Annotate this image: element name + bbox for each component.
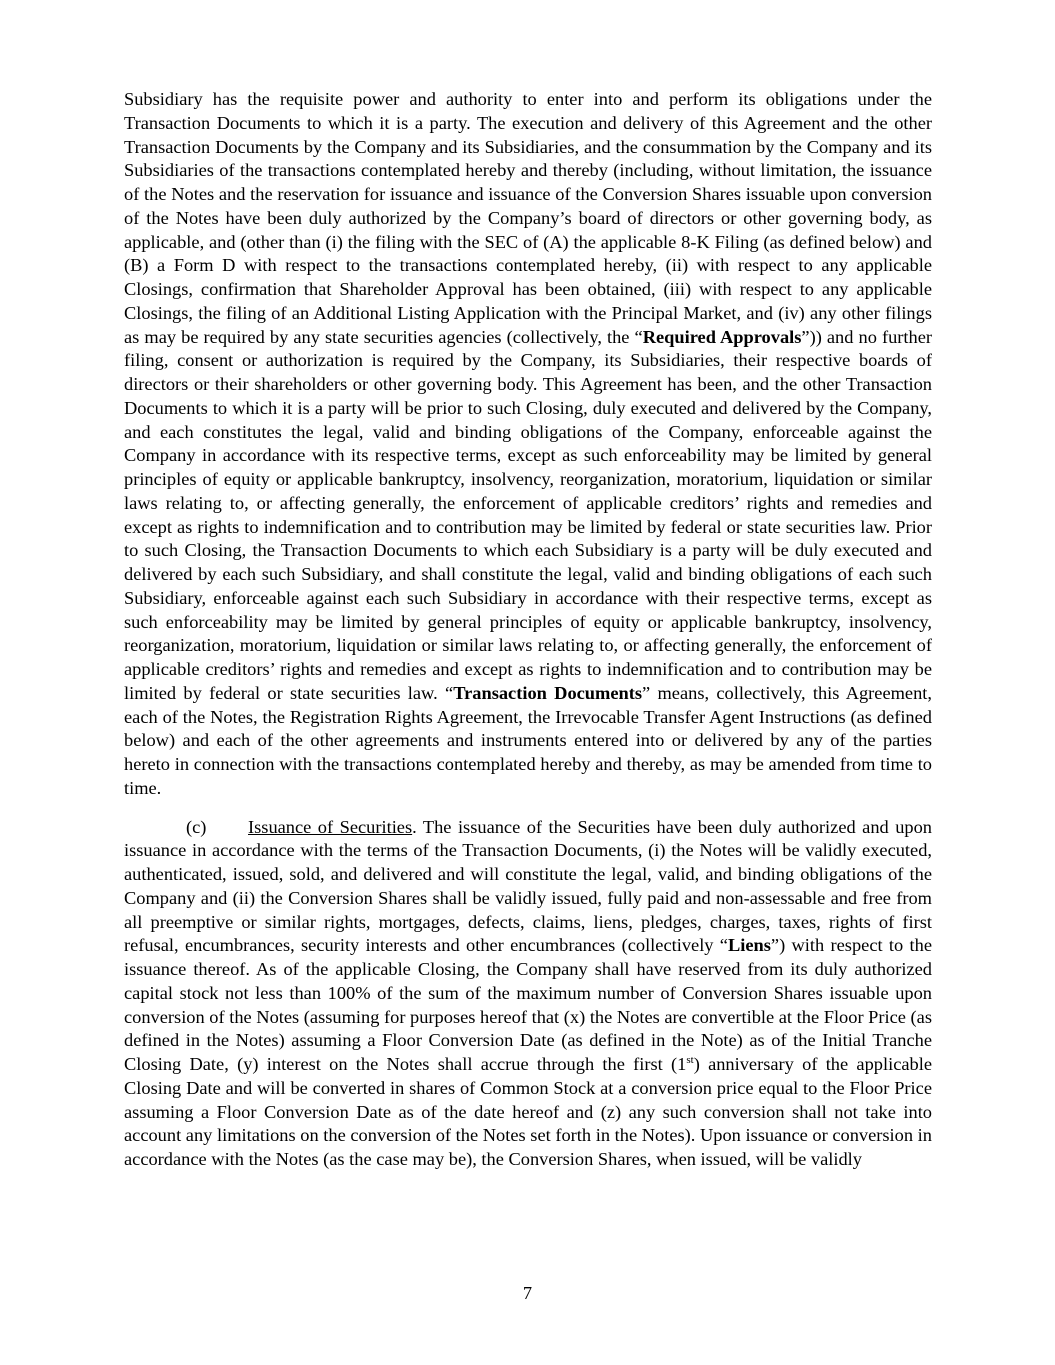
paragraph-text: ”) with respect to the issuance thereof. As of the applicable Closing, the Company shall have reserved from its duly authorized capital stock not less than 100% of the sum of the maximum number of Conversion Shares issuable upon conversion of the Notes (assuming for purposes hereof that (x) the Notes are convertible at the Floor Price (as defined in the Notes) assuming a Floor Conversion Date (as defined in the Note) as of the Initial Tranche Closing Date, (y) interest on the Notes shall accrue through the first (1 — [124, 935, 932, 1074]
paragraph-text: ”)) and no further filing, consent or authorization is required by the Company, its Subsidiaries, their respective boards of directors or their shareholders or other governing body. This Agreement has been, and the other Transaction Documents to which it is a party will be prior to such Closing, duly executed and delivered by the Company, and each constitutes the legal, valid and binding obligations of the Company, enforceable against the Company in accordance with its respective terms, except as such enforceability may be limited by general principles of equity or applicable bankruptcy, insolvency, reorganization, moratorium, liquidation or similar laws relating to, or affecting generally, the enforcement of applicable creditors’ rights and remedies and except as rights to indemnification and to contribution may be limited by federal or state securities law. Prior to such Closing, the Transaction Documents to which each Subsidiary is a party will be duly executed and delivered by each such Subsidiary, and shall constitute the legal, valid and binding obligations of each such Subsidiary, enforceable against each such Subsidiary in accordance with their respective terms, except as such enforceability may be limited by general principles of equity or applicable bankruptcy, insolvency, reorganization, moratorium, liquidation or similar laws relating to, or affecting generally, the enforcement of applicable creditors’ rights and remedies and except as rights to indemnification and to contribution may be limited by federal or state securities law. “ — [124, 326, 932, 703]
defined-term-transaction-documents: Transaction Documents — [453, 682, 643, 703]
page-number: 7 — [522, 1283, 533, 1303]
paragraph-text: ” means, collectively, this Agreement, each of the Notes, the Registration Rights Agreement, the Irrevocable Transfer Agent Instructions (as defined below) and each of the other agreements and instruments entered into or delivered by any of the parties hereto in connection with the transactions contemplated hereby and thereby, as may be amended from time to time. — [124, 682, 932, 798]
defined-term-required-approvals: Required Approvals — [642, 326, 802, 347]
document-body — [124, 88, 932, 1172]
paragraph-issuance-of-securities — [124, 816, 932, 1172]
paragraph-text: Subsidiary has the requisite power and authority to enter into and perform its obligations under the Transaction Documents to which it is a party. The execution and delivery of this Agreement and the other Transaction Documents by the Company and its Subsidiaries, and the consummation by the Company and its Subsidiaries of the transactions contemplated hereby and thereby (including, without limitation, the issuance of the Notes and the reservation for issuance and issuance of the Conversion Shares issuable upon conversion of the Notes have been duly authorized by the Company’s board of directors or other governing body, as applicable, and (other than (i) the filing with the SEC of (A) the applicable 8-K Filing (as defined below) and (B) a Form D with respect to the transactions contemplated hereby, (ii) with respect to any applicable Closings, confirmation that Shareholder Approval has been obtained, (iii) with respect to any applicable Closings, the filing of an Additional Listing Application with the Principal Market, and (iv) any other filings as may be required by any state securities agencies (collectively, the “ — [124, 89, 932, 347]
section-heading: Issuance of Securities — [248, 816, 413, 837]
paragraph-authorization — [124, 88, 932, 801]
ordinal-superscript: st — [686, 1053, 694, 1066]
paragraph-text: . The issuance of the Securities have been duly authorized and upon issuance in accordance with the terms of the Transaction Documents, (i) the Notes will be validly executed, authenticated, issued, sold, and delivered and will constitute the legal, valid, and binding obligations of the Company and (ii) the Conversion Shares shall be validly issued, fully paid and non-assessable and free from all preemptive or similar rights, mortgages, defects, claims, liens, pledges, charges, taxes, rights of first refusal, encumbrances, security interests and other encumbrances (collectively “ — [124, 816, 932, 956]
paragraph-text: ) anniversary of the applicable Closing Date and will be converted in shares of Common Stock at a conversion price equal to the Floor Price assuming a Floor Conversion Date as of the date hereof and (z) any such conversion shall not take into account any limitations on the conversion of the Notes set forth in the Notes). Upon issuance or conversion in accordance with the Notes (as the case may be), the Conversion Shares, when issued, will be validly — [124, 1054, 932, 1169]
defined-term-liens: Liens — [727, 935, 771, 956]
section-label: (c) — [186, 816, 207, 837]
